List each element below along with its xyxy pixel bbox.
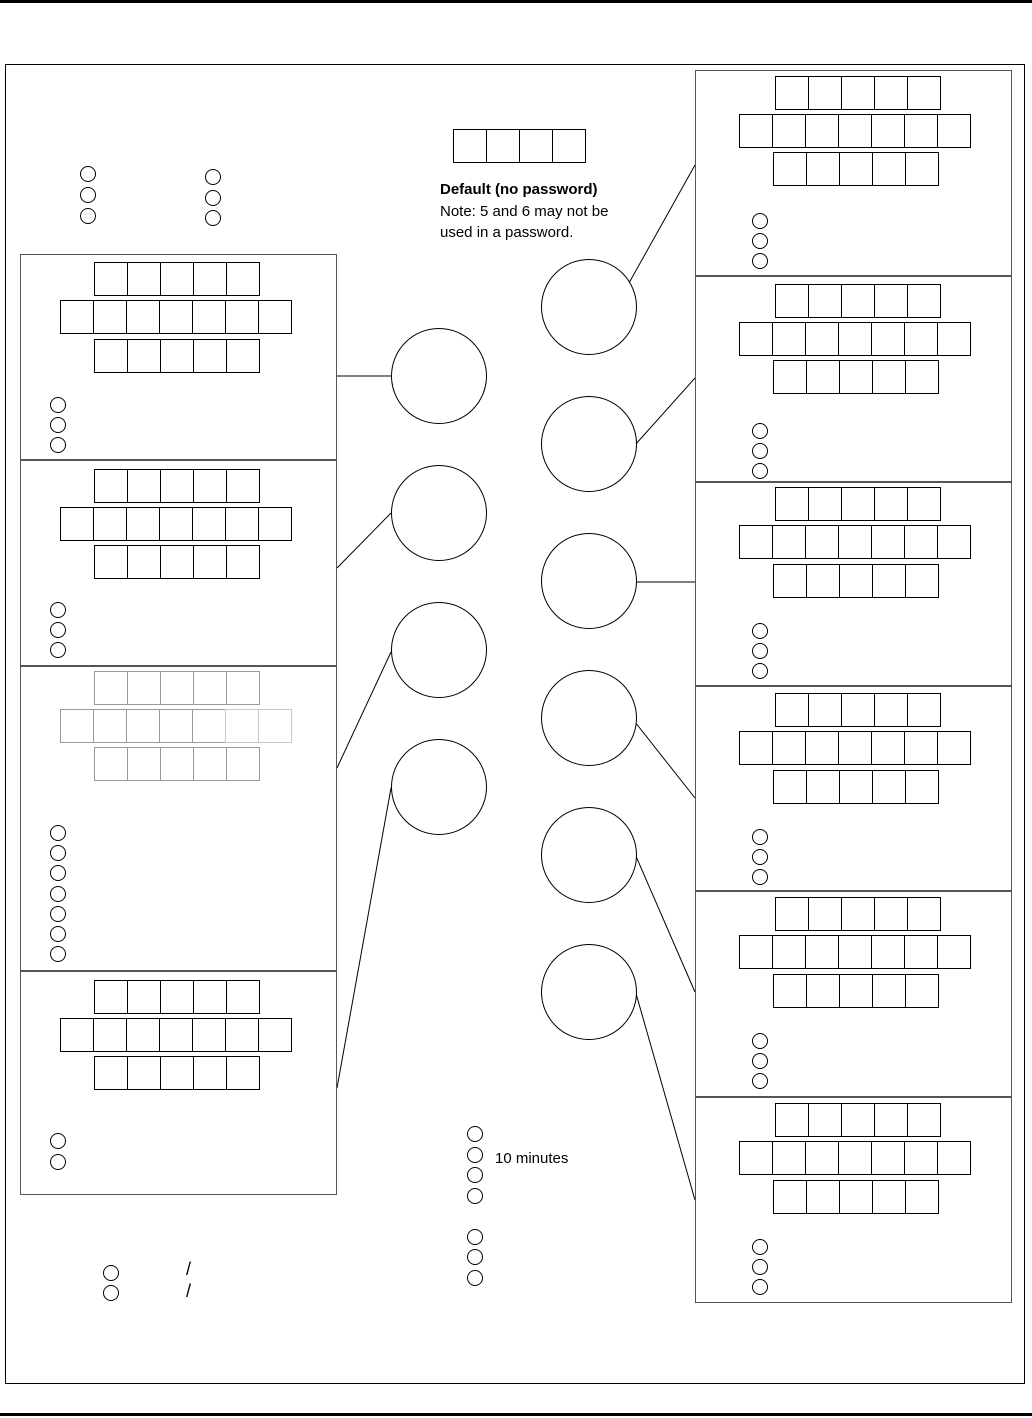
keypad-key bbox=[226, 980, 260, 1014]
keypad-key bbox=[93, 1018, 127, 1052]
indicator-led bbox=[752, 233, 768, 249]
indicator-led bbox=[205, 169, 221, 185]
keypad-key bbox=[775, 1103, 809, 1137]
keypad-key bbox=[874, 487, 908, 521]
keypad-key bbox=[773, 770, 807, 804]
keypad-key bbox=[808, 487, 842, 521]
keypad-row-middle bbox=[60, 300, 292, 334]
password-key-4 bbox=[552, 129, 586, 163]
timeout-option-led bbox=[467, 1188, 483, 1204]
keypad-key bbox=[226, 545, 260, 579]
keypad-key bbox=[773, 1180, 807, 1214]
indicator-led bbox=[752, 849, 768, 865]
keypad-key bbox=[193, 1056, 227, 1090]
indicator-led bbox=[50, 886, 66, 902]
callout-circle-left-2 bbox=[391, 465, 487, 561]
timeout-option-label: 10 minutes bbox=[495, 1150, 569, 1167]
keypad-row-bottom bbox=[94, 1056, 260, 1090]
keypad-key bbox=[94, 339, 128, 373]
keypad-key bbox=[226, 671, 260, 705]
callout-circle-right-1 bbox=[541, 259, 637, 355]
connector-right-4 bbox=[635, 722, 695, 798]
timeout-option-led bbox=[467, 1167, 483, 1183]
keypad-row-top bbox=[775, 1103, 941, 1137]
right-panel-4 bbox=[695, 686, 1012, 891]
keypad-key bbox=[93, 709, 127, 743]
keypad-key bbox=[839, 1180, 873, 1214]
keypad-key bbox=[871, 935, 905, 969]
keypad-key bbox=[772, 731, 806, 765]
indicator-led bbox=[752, 463, 768, 479]
keypad-row-bottom bbox=[94, 339, 260, 373]
keypad-key bbox=[772, 114, 806, 148]
connector-left-2 bbox=[337, 513, 391, 568]
keypad-key bbox=[773, 360, 807, 394]
keypad-key bbox=[739, 322, 773, 356]
keypad-row-bottom bbox=[773, 770, 939, 804]
keypad-key bbox=[838, 114, 872, 148]
keypad-row-middle bbox=[739, 114, 971, 148]
keypad-key bbox=[874, 897, 908, 931]
keypad-row-bottom bbox=[773, 974, 939, 1008]
indicator-led bbox=[50, 417, 66, 433]
keypad-key bbox=[808, 897, 842, 931]
keypad-row-bottom bbox=[94, 747, 260, 781]
keypad-key bbox=[775, 897, 809, 931]
keypad-key bbox=[739, 525, 773, 559]
keypad-key bbox=[905, 360, 939, 394]
keypad-key bbox=[775, 487, 809, 521]
keypad-row-middle bbox=[739, 731, 971, 765]
keypad-key bbox=[772, 525, 806, 559]
keypad-key bbox=[772, 322, 806, 356]
keypad-key bbox=[937, 525, 971, 559]
indicator-led bbox=[752, 1033, 768, 1049]
keypad-key bbox=[805, 731, 839, 765]
callout-circle-right-4 bbox=[541, 670, 637, 766]
keypad-row-middle bbox=[60, 709, 292, 743]
keypad-key bbox=[806, 1180, 840, 1214]
keypad-key bbox=[806, 152, 840, 186]
timeout-option-led bbox=[467, 1147, 483, 1163]
keypad-key bbox=[193, 469, 227, 503]
indicator-led bbox=[752, 213, 768, 229]
indicator-led bbox=[50, 906, 66, 922]
keypad-key bbox=[839, 152, 873, 186]
legend-separator: / bbox=[186, 1281, 192, 1301]
password-note-line-2: used in a password. bbox=[440, 224, 574, 241]
callout-circle-left-4 bbox=[391, 739, 487, 835]
legend-separator: / bbox=[186, 1259, 192, 1279]
indicator-led bbox=[50, 926, 66, 942]
indicator-led bbox=[50, 622, 66, 638]
keypad-key bbox=[159, 1018, 193, 1052]
keypad-key bbox=[226, 262, 260, 296]
keypad-key bbox=[225, 300, 259, 334]
keypad-key bbox=[907, 284, 941, 318]
callout-circle-right-5 bbox=[541, 807, 637, 903]
connector-right-6 bbox=[635, 990, 695, 1200]
keypad-key bbox=[93, 300, 127, 334]
timeout-option-led bbox=[467, 1126, 483, 1142]
keypad-row-top bbox=[94, 671, 260, 705]
keypad-key bbox=[904, 731, 938, 765]
keypad-key bbox=[907, 1103, 941, 1137]
keypad-key bbox=[60, 1018, 94, 1052]
keypad-key bbox=[838, 1141, 872, 1175]
keypad-key bbox=[839, 360, 873, 394]
keypad-key bbox=[874, 76, 908, 110]
keypad-key bbox=[94, 747, 128, 781]
keypad-row-bottom bbox=[773, 152, 939, 186]
keypad-key bbox=[808, 693, 842, 727]
keypad-key bbox=[193, 671, 227, 705]
indicator-led bbox=[205, 190, 221, 206]
indicator-led bbox=[752, 623, 768, 639]
keypad-key bbox=[127, 545, 161, 579]
keypad-key bbox=[839, 770, 873, 804]
keypad-key bbox=[841, 693, 875, 727]
keypad-key bbox=[159, 300, 193, 334]
keypad-key bbox=[872, 152, 906, 186]
keypad-row-bottom bbox=[773, 1180, 939, 1214]
keypad-key bbox=[805, 525, 839, 559]
keypad-row-top bbox=[775, 487, 941, 521]
left-panel-4 bbox=[20, 971, 337, 1195]
right-panel-6 bbox=[695, 1097, 1012, 1303]
callout-circle-left-1 bbox=[391, 328, 487, 424]
keypad-key bbox=[192, 300, 226, 334]
bottom-rule bbox=[0, 1413, 1032, 1416]
keypad-key bbox=[874, 693, 908, 727]
keypad-key bbox=[841, 1103, 875, 1137]
keypad-key bbox=[841, 897, 875, 931]
keypad-row-top bbox=[775, 897, 941, 931]
keypad-row-top bbox=[775, 693, 941, 727]
keypad-key bbox=[907, 897, 941, 931]
callout-circle-right-6 bbox=[541, 944, 637, 1040]
keypad-key bbox=[126, 300, 160, 334]
keypad-key bbox=[874, 1103, 908, 1137]
keypad-key bbox=[127, 469, 161, 503]
keypad-key bbox=[839, 974, 873, 1008]
keypad-key bbox=[806, 770, 840, 804]
keypad-key bbox=[94, 545, 128, 579]
keypad-key bbox=[838, 525, 872, 559]
keypad-key bbox=[160, 469, 194, 503]
keypad-key bbox=[904, 114, 938, 148]
keypad-key bbox=[160, 747, 194, 781]
legend-led bbox=[103, 1285, 119, 1301]
keypad-key bbox=[905, 152, 939, 186]
keypad-key bbox=[193, 545, 227, 579]
keypad-key bbox=[808, 1103, 842, 1137]
keypad-key bbox=[226, 469, 260, 503]
right-panel-3 bbox=[695, 482, 1012, 686]
indicator-led bbox=[752, 423, 768, 439]
keypad-key bbox=[871, 525, 905, 559]
indicator-led bbox=[752, 1259, 768, 1275]
keypad-key bbox=[872, 1180, 906, 1214]
keypad-key bbox=[739, 935, 773, 969]
keypad-key bbox=[739, 1141, 773, 1175]
indicator-led bbox=[50, 946, 66, 962]
keypad-key bbox=[907, 76, 941, 110]
keypad-key bbox=[60, 507, 94, 541]
keypad-key bbox=[226, 339, 260, 373]
indicator-led bbox=[50, 845, 66, 861]
keypad-row-bottom bbox=[773, 360, 939, 394]
keypad-key bbox=[937, 935, 971, 969]
indicator-led bbox=[752, 829, 768, 845]
password-key-2 bbox=[486, 129, 520, 163]
keypad-key bbox=[193, 339, 227, 373]
right-panel-2 bbox=[695, 276, 1012, 482]
keypad-row-top bbox=[775, 284, 941, 318]
connector-right-5 bbox=[635, 854, 695, 992]
keypad-key bbox=[905, 1180, 939, 1214]
indicator-led bbox=[50, 437, 66, 453]
keypad-key bbox=[192, 709, 226, 743]
callout-circle-right-3 bbox=[541, 533, 637, 629]
keypad-key bbox=[872, 770, 906, 804]
keypad-key bbox=[126, 507, 160, 541]
keypad-key bbox=[937, 731, 971, 765]
keypad-row-middle bbox=[739, 322, 971, 356]
keypad-key bbox=[937, 322, 971, 356]
keypad-key bbox=[775, 693, 809, 727]
keypad-key bbox=[160, 980, 194, 1014]
keypad-key bbox=[94, 671, 128, 705]
legend-led bbox=[103, 1265, 119, 1281]
keypad-key bbox=[226, 1056, 260, 1090]
keypad-key bbox=[872, 564, 906, 598]
keypad-key bbox=[907, 693, 941, 727]
callout-circle-right-2 bbox=[541, 396, 637, 492]
keypad-key bbox=[160, 1056, 194, 1090]
connector-left-3 bbox=[337, 652, 391, 768]
keypad-key bbox=[871, 731, 905, 765]
password-key-3 bbox=[519, 129, 553, 163]
keypad-key bbox=[192, 1018, 226, 1052]
keypad-key bbox=[94, 1056, 128, 1090]
keypad-key bbox=[739, 731, 773, 765]
keypad-key bbox=[94, 980, 128, 1014]
indicator-led bbox=[50, 865, 66, 881]
keypad-key bbox=[159, 709, 193, 743]
keypad-key bbox=[872, 974, 906, 1008]
indicator-led bbox=[50, 1154, 66, 1170]
connector-right-1 bbox=[629, 165, 695, 283]
keypad-key bbox=[93, 507, 127, 541]
keypad-key bbox=[838, 322, 872, 356]
keypad-key bbox=[226, 747, 260, 781]
keypad-key bbox=[225, 507, 259, 541]
keypad-key bbox=[838, 731, 872, 765]
indicator-led bbox=[50, 642, 66, 658]
keypad-key bbox=[193, 262, 227, 296]
keypad-row-top bbox=[94, 469, 260, 503]
keypad-key bbox=[839, 564, 873, 598]
keypad-row-middle bbox=[60, 1018, 292, 1052]
keypad-key bbox=[160, 671, 194, 705]
keypad-key bbox=[60, 300, 94, 334]
indicator-led bbox=[752, 443, 768, 459]
keypad-key bbox=[937, 1141, 971, 1175]
keypad-key bbox=[127, 980, 161, 1014]
indicator-led bbox=[752, 1053, 768, 1069]
keypad-key bbox=[127, 1056, 161, 1090]
keypad-key bbox=[904, 525, 938, 559]
keypad-key bbox=[808, 284, 842, 318]
indicator-led bbox=[50, 1133, 66, 1149]
keypad-key bbox=[808, 76, 842, 110]
keypad-row-top bbox=[94, 262, 260, 296]
keypad-key bbox=[192, 507, 226, 541]
keypad-key bbox=[159, 507, 193, 541]
keypad-key bbox=[838, 935, 872, 969]
keypad-key bbox=[127, 262, 161, 296]
indicator-led bbox=[80, 208, 96, 224]
keypad-key bbox=[905, 974, 939, 1008]
keypad-key bbox=[160, 262, 194, 296]
keypad-key bbox=[258, 1018, 292, 1052]
indicator-led bbox=[752, 1239, 768, 1255]
indicator-led bbox=[752, 1279, 768, 1295]
indicator-led bbox=[752, 1073, 768, 1089]
password-default-title: Default (no password) bbox=[440, 181, 598, 198]
keypad-key bbox=[126, 709, 160, 743]
keypad-key bbox=[160, 545, 194, 579]
keypad-key bbox=[127, 747, 161, 781]
keypad-row-top bbox=[94, 980, 260, 1014]
keypad-key bbox=[258, 709, 292, 743]
keypad-key bbox=[772, 935, 806, 969]
indicator-led bbox=[50, 397, 66, 413]
keypad-key bbox=[806, 974, 840, 1008]
indicator-led bbox=[752, 253, 768, 269]
keypad-key bbox=[193, 747, 227, 781]
option-led bbox=[467, 1249, 483, 1265]
keypad-key bbox=[907, 487, 941, 521]
keypad-key bbox=[871, 114, 905, 148]
keypad-key bbox=[871, 322, 905, 356]
right-panel-5 bbox=[695, 891, 1012, 1097]
keypad-key bbox=[841, 76, 875, 110]
keypad-key bbox=[772, 1141, 806, 1175]
keypad-key bbox=[805, 1141, 839, 1175]
keypad-key bbox=[160, 339, 194, 373]
password-note-line-1: Note: 5 and 6 may not be bbox=[440, 203, 609, 220]
indicator-led bbox=[50, 602, 66, 618]
keypad-key bbox=[805, 114, 839, 148]
keypad-row-middle bbox=[739, 935, 971, 969]
keypad-key bbox=[127, 671, 161, 705]
password-keys bbox=[453, 129, 586, 163]
keypad-key bbox=[841, 487, 875, 521]
keypad-key bbox=[193, 980, 227, 1014]
keypad-key bbox=[806, 360, 840, 394]
left-panel-2 bbox=[20, 460, 337, 666]
keypad-key bbox=[874, 284, 908, 318]
keypad-key bbox=[806, 564, 840, 598]
option-led bbox=[467, 1229, 483, 1245]
keypad-key bbox=[127, 339, 161, 373]
indicator-led bbox=[752, 643, 768, 659]
keypad-key bbox=[60, 709, 94, 743]
keypad-key bbox=[871, 1141, 905, 1175]
keypad-key bbox=[841, 284, 875, 318]
keypad-key bbox=[773, 564, 807, 598]
keypad-key bbox=[775, 284, 809, 318]
indicator-led bbox=[80, 187, 96, 203]
keypad-key bbox=[126, 1018, 160, 1052]
keypad-row-middle bbox=[739, 525, 971, 559]
keypad-key bbox=[94, 262, 128, 296]
keypad-key bbox=[904, 935, 938, 969]
keypad-key bbox=[904, 322, 938, 356]
keypad-key bbox=[225, 709, 259, 743]
keypad-key bbox=[258, 300, 292, 334]
keypad-key bbox=[904, 1141, 938, 1175]
left-panel-1 bbox=[20, 254, 337, 460]
connector-right-2 bbox=[635, 378, 695, 445]
keypad-key bbox=[94, 469, 128, 503]
indicator-led bbox=[50, 825, 66, 841]
indicator-led bbox=[205, 210, 221, 226]
keypad-key bbox=[739, 114, 773, 148]
keypad-key bbox=[773, 152, 807, 186]
left-panel-3 bbox=[20, 666, 337, 971]
indicator-led bbox=[752, 663, 768, 679]
indicator-led bbox=[80, 166, 96, 182]
keypad-row-bottom bbox=[773, 564, 939, 598]
keypad-key bbox=[905, 770, 939, 804]
keypad-key bbox=[258, 507, 292, 541]
callout-circle-left-3 bbox=[391, 602, 487, 698]
right-panel-1 bbox=[695, 70, 1012, 276]
connector-left-4 bbox=[337, 788, 391, 1088]
keypad-row-top bbox=[775, 76, 941, 110]
keypad-row-bottom bbox=[94, 545, 260, 579]
keypad-key bbox=[872, 360, 906, 394]
keypad-key bbox=[225, 1018, 259, 1052]
option-led bbox=[467, 1270, 483, 1286]
indicator-led bbox=[752, 869, 768, 885]
keypad-key bbox=[905, 564, 939, 598]
keypad-row-middle bbox=[739, 1141, 971, 1175]
keypad-key bbox=[805, 322, 839, 356]
keypad-row-middle bbox=[60, 507, 292, 541]
keypad-key bbox=[775, 76, 809, 110]
keypad-key bbox=[937, 114, 971, 148]
keypad-key bbox=[773, 974, 807, 1008]
password-key-1 bbox=[453, 129, 487, 163]
keypad-key bbox=[805, 935, 839, 969]
